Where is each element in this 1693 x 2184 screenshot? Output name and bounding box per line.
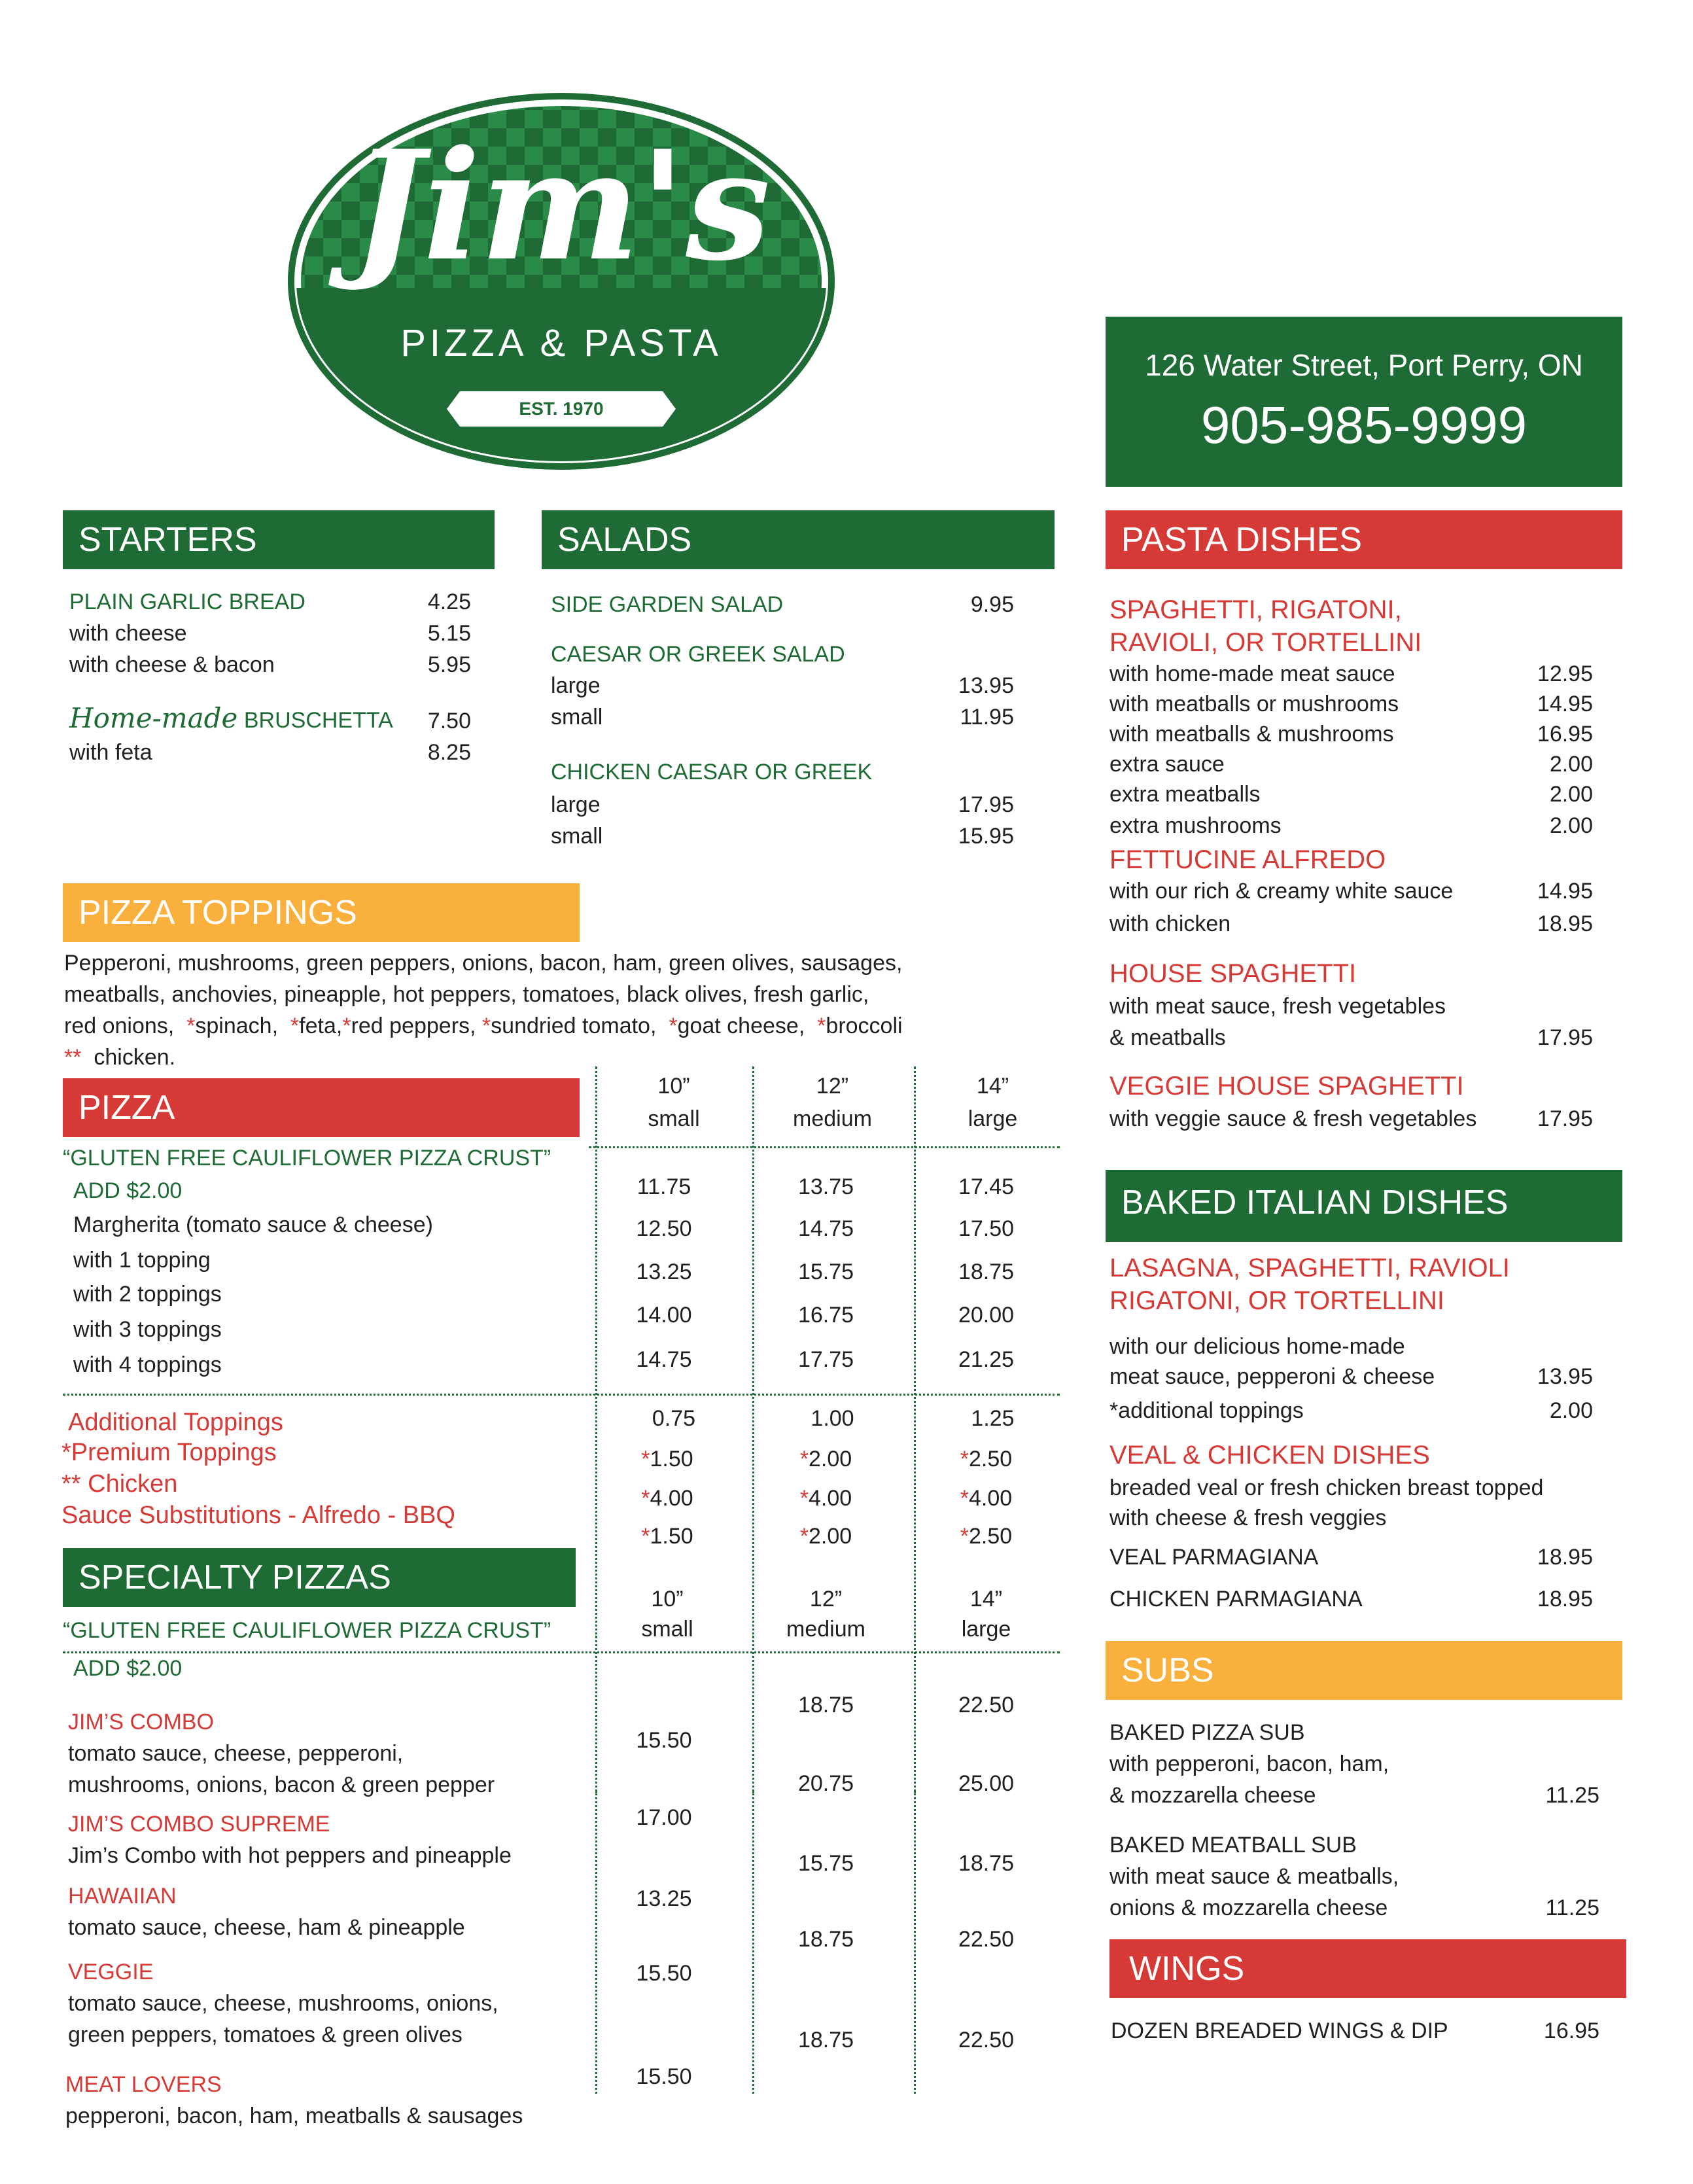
pasta-item-price: 12.95 — [1537, 661, 1593, 686]
specialty-price-large: 22.50 — [958, 2028, 1015, 2052]
additional-price: 0.75 — [652, 1406, 696, 1431]
pizza-row-name: Margherita (tomato sauce & cheese) — [73, 1212, 433, 1237]
pasta-item-name: extra mushrooms — [1109, 813, 1282, 838]
sauce-price — [759, 1523, 893, 1549]
toppings-line-2: meatballs, anchovies, pineapple, hot peppers, tomatoes, black olives, fresh garlic, — [64, 982, 869, 1007]
size-label: small — [648, 1106, 700, 1131]
salad-item-name: CAESAR OR GREEK SALAD — [551, 642, 845, 667]
veal-desc: breaded veal or fresh chicken breast topped — [1109, 1475, 1544, 1500]
premium-topping: feta, — [299, 1013, 343, 1038]
specialty-header: SPECIALTY PIZZAS — [63, 1548, 576, 1607]
premium-star: * — [481, 1013, 491, 1038]
pasta-item-name: with meatballs or mushrooms — [1109, 692, 1399, 716]
size-label: large — [968, 1106, 1018, 1131]
salad-item-name: CHICKEN CAESAR OR GREEK — [551, 760, 873, 784]
pasta-item-price: 2.00 — [1549, 813, 1593, 838]
row-divider — [63, 1651, 1060, 1653]
pasta-heading: SPAGHETTI, RIGATONI, — [1109, 595, 1402, 624]
specialty-price-medium: 20.75 — [797, 1771, 854, 1796]
logo-name: Jim's — [352, 118, 771, 294]
pasta-item-price: 2.00 — [1549, 782, 1593, 807]
additional-price: 1.25 — [971, 1406, 1015, 1431]
size-inch: 10” — [657, 1074, 690, 1099]
house-spaghetti-heading: HOUSE SPAGHETTI — [1109, 959, 1357, 988]
pasta-item-name: with home-made meat sauce — [1109, 661, 1395, 686]
chicken-double-star: ** — [64, 1045, 82, 1070]
specialty-desc: Jim’s Combo with hot peppers and pineapple — [68, 1843, 512, 1868]
chicken-double-star: ** — [61, 1470, 81, 1498]
sub-price: 11.25 — [1545, 1895, 1599, 1920]
premium-star: * — [799, 1447, 809, 1471]
size-inch: 12” — [809, 1587, 843, 1612]
sauce-substitutions: Sauce Substitutions - Alfredo - BBQ — [61, 1502, 455, 1529]
toppings-line-4 — [64, 1044, 175, 1070]
premium-toppings-row — [61, 1439, 277, 1466]
baked-desc: with our delicious home-made — [1109, 1334, 1405, 1359]
sub-desc: onions & mozzarella cheese — [1109, 1895, 1388, 1920]
pizza-price: 17.45 — [958, 1174, 1015, 1199]
house-desc: & meatballs — [1109, 1025, 1226, 1050]
chicken-price — [602, 1485, 733, 1511]
premium-star: * — [186, 1013, 196, 1038]
size-inch: 14” — [976, 1074, 1009, 1099]
pasta-item-name: extra meatballs — [1109, 782, 1261, 807]
veal-price: 18.95 — [1537, 1545, 1593, 1570]
salad-item-price: 17.95 — [958, 792, 1014, 817]
sauce-price — [602, 1523, 733, 1549]
size-inch: 14” — [969, 1587, 1003, 1612]
size-label: medium — [793, 1106, 872, 1131]
wings-header: WINGS — [1109, 1939, 1626, 1998]
premium-topping: broccoli — [826, 1013, 903, 1038]
premium-price-value: 2.50 — [969, 1447, 1013, 1471]
premium-star: * — [799, 1486, 809, 1511]
pizza-row-name: with 1 topping — [73, 1248, 211, 1273]
home-made-label: Home-made — [69, 702, 238, 734]
pizza-row-name: with 3 toppings — [73, 1317, 222, 1342]
pizza-price: 14.75 — [797, 1216, 854, 1241]
divider — [752, 1636, 754, 2094]
gluten-add: ADD $2.00 — [73, 1656, 183, 1681]
premium-star: * — [799, 1524, 809, 1549]
logo-est: EST. 1970 — [519, 398, 604, 419]
salads-header: SALADS — [542, 510, 1055, 569]
starter-item-price: 5.15 — [427, 621, 471, 646]
specialty-price-small: 13.25 — [636, 1886, 692, 1911]
premium-toppings: Premium Toppings — [71, 1439, 277, 1466]
pasta-item-name: with meatballs & mushrooms — [1109, 722, 1394, 747]
starter-item-name: with cheese — [69, 621, 187, 646]
toppings-header: PIZZA TOPPINGS — [63, 883, 580, 942]
baked-price: 13.95 — [1537, 1364, 1593, 1389]
pizza-price: 17.50 — [958, 1216, 1015, 1241]
specialty-price-medium: 18.75 — [797, 2028, 854, 2052]
pasta-item-name: with chicken — [1109, 911, 1231, 936]
salad-item-price: 15.95 — [958, 824, 1014, 849]
salad-item-price: 13.95 — [958, 673, 1014, 698]
premium-star: * — [641, 1524, 650, 1549]
pizza-price: 17.75 — [797, 1347, 854, 1372]
veal-name: VEAL PARMAGIANA — [1109, 1545, 1319, 1570]
pasta-item-price: 16.95 — [1537, 722, 1593, 747]
premium-star: * — [641, 1486, 650, 1511]
phone: 905-985-9999 — [1200, 396, 1527, 454]
chicken-price-value: 4.00 — [809, 1486, 852, 1511]
fettucine-heading: FETTUCINE ALFREDO — [1109, 845, 1386, 874]
additional-price: 1.00 — [811, 1406, 854, 1431]
specialty-desc: mushrooms, onions, bacon & green pepper — [68, 1772, 495, 1797]
salad-item-name: SIDE GARDEN SALAD — [551, 592, 784, 617]
premium-price — [602, 1446, 733, 1472]
pizza-header: PIZZA — [63, 1078, 580, 1137]
starter-item-price: 7.50 — [427, 709, 471, 733]
gluten-add: ADD $2.00 — [73, 1178, 183, 1203]
specialty-desc: green peppers, tomatoes & green olives — [68, 2022, 463, 2047]
pasta-item-price: 14.95 — [1537, 879, 1593, 904]
pasta-heading: RAVIOLI, OR TORTELLINI — [1109, 628, 1422, 657]
salad-item-name: small — [551, 705, 603, 730]
baked-desc: meat sauce, pepperoni & cheese — [1109, 1364, 1435, 1389]
premium-topping: red peppers, — [351, 1013, 476, 1038]
veggie-price: 17.95 — [1537, 1106, 1593, 1131]
pizza-price: 14.00 — [636, 1303, 692, 1328]
premium-price — [759, 1446, 893, 1472]
specialty-name: MEAT LOVERS — [65, 2072, 222, 2097]
baked-heading: LASAGNA, SPAGHETTI, RAVIOLI — [1109, 1254, 1510, 1282]
toppings-chicken: chicken. — [94, 1045, 176, 1070]
sub-price: 11.25 — [1545, 1783, 1599, 1808]
pasta-item-price: 14.95 — [1537, 692, 1593, 716]
sauce-price-value: 2.00 — [809, 1524, 852, 1549]
veal-desc: with cheese & fresh veggies — [1109, 1506, 1387, 1530]
pizza-price: 13.75 — [797, 1174, 854, 1199]
baked-additional-price: 2.00 — [1549, 1398, 1593, 1423]
specialty-price-large: 22.50 — [958, 1927, 1015, 1952]
pasta-item-name: extra sauce — [1109, 752, 1225, 777]
specialty-name: JIM’S COMBO SUPREME — [68, 1812, 330, 1837]
salad-item-name: large — [551, 673, 601, 698]
premium-star: * — [960, 1486, 969, 1511]
premium-topping: goat cheese, — [677, 1013, 805, 1038]
premium-star: * — [960, 1524, 969, 1549]
size-label: large — [961, 1617, 1011, 1642]
toppings-red-onions: red onions, — [64, 1013, 175, 1038]
pizza-price: 15.75 — [797, 1259, 854, 1284]
sub-name: BAKED PIZZA SUB — [1109, 1720, 1305, 1745]
specialty-price-large: 25.00 — [958, 1771, 1015, 1796]
pizza-price: 13.25 — [636, 1259, 692, 1284]
pasta-item-price: 2.00 — [1549, 752, 1593, 777]
pizza-price: 16.75 — [797, 1303, 854, 1328]
sub-desc: & mozzarella cheese — [1109, 1783, 1316, 1808]
premium-star: * — [817, 1013, 826, 1038]
baked-header: BAKED ITALIAN DISHES — [1106, 1170, 1622, 1242]
sub-name: BAKED MEATBALL SUB — [1109, 1833, 1357, 1858]
premium-star: * — [61, 1439, 71, 1466]
row-divider — [63, 1394, 1060, 1396]
toppings-line-1: Pepperoni, mushrooms, green peppers, onions, bacon, ham, green olives, sausages, — [64, 951, 903, 976]
pizza-price: 12.50 — [636, 1216, 692, 1241]
premium-star: * — [641, 1447, 650, 1471]
sub-desc: with pepperoni, bacon, ham, — [1109, 1752, 1389, 1776]
size-inch: 10” — [651, 1587, 684, 1612]
pasta-header: PASTA DISHES — [1106, 510, 1622, 569]
starter-item-name: with feta — [69, 740, 152, 765]
specialty-desc: tomato sauce, cheese, mushrooms, onions, — [68, 1991, 498, 2016]
sauce-price-value: 1.50 — [650, 1524, 693, 1549]
pizza-price: 18.75 — [958, 1259, 1015, 1284]
chicken-row — [61, 1471, 177, 1497]
pizza-price: 20.00 — [958, 1303, 1015, 1328]
specialty-desc: tomato sauce, cheese, pepperoni, — [68, 1741, 404, 1766]
baked-heading: RIGATONI, OR TORTELLINI — [1109, 1286, 1444, 1315]
starter-item-name: BRUSCHETTA — [243, 708, 393, 733]
baked-additional: *additional toppings — [1109, 1398, 1304, 1423]
address: 126 Water Street, Port Perry, ON — [1145, 348, 1583, 382]
sub-desc: with meat sauce & meatballs, — [1109, 1864, 1399, 1889]
specialty-price-small: 15.50 — [636, 1728, 692, 1753]
chicken-price-value: 4.00 — [650, 1486, 693, 1511]
starter-item-price: 4.25 — [427, 590, 471, 614]
house-desc: with meat sauce, fresh vegetables — [1109, 994, 1446, 1019]
chicken-price: 18.95 — [1537, 1587, 1593, 1612]
toppings-line-3 — [64, 1013, 903, 1039]
salad-item-price: 11.95 — [960, 705, 1014, 730]
specialty-price-medium: 18.75 — [797, 1927, 854, 1952]
chicken-price-value: 4.00 — [969, 1486, 1013, 1511]
premium-price-value: 2.00 — [809, 1447, 852, 1471]
specialty-price-medium: 15.75 — [797, 1851, 854, 1876]
pasta-item-name: with our rich & creamy white sauce — [1109, 879, 1454, 904]
starter-item-price: 8.25 — [427, 740, 471, 765]
logo-tagline: PIZZA & PASTA — [400, 322, 722, 364]
sauce-price — [919, 1523, 1053, 1549]
gluten-free-note: “GLUTEN FREE CAULIFLOWER PIZZA CRUST” — [63, 1618, 551, 1643]
pizza-price: 21.25 — [958, 1347, 1015, 1372]
additional-toppings: Additional Toppings — [68, 1409, 283, 1436]
specialty-desc: tomato sauce, cheese, ham & pineapple — [68, 1915, 465, 1940]
specialty-price-small: 17.00 — [636, 1805, 692, 1830]
premium-star: * — [960, 1447, 969, 1471]
divider — [914, 1636, 916, 2094]
pizza-row-name: with 4 toppings — [73, 1352, 222, 1377]
premium-topping: sundried tomato, — [491, 1013, 657, 1038]
subs-header: SUBS — [1106, 1641, 1622, 1700]
contact-box — [1106, 317, 1622, 487]
size-label: small — [641, 1617, 693, 1642]
veggie-desc: with veggie sauce & fresh vegetables — [1109, 1106, 1477, 1131]
starter-item-name: with cheese & bacon — [69, 652, 275, 677]
size-label: medium — [786, 1617, 865, 1642]
logo — [287, 92, 836, 471]
starters-header: STARTERS — [63, 510, 495, 569]
specialty-price-medium: 18.75 — [797, 1693, 854, 1717]
salad-item-price: 9.95 — [970, 592, 1014, 617]
pizza-price: 14.75 — [636, 1347, 692, 1372]
premium-star: * — [669, 1013, 678, 1038]
wings-price: 16.95 — [1543, 2018, 1599, 2043]
divider — [595, 1636, 597, 2094]
specialty-price-large: 22.50 — [958, 1693, 1015, 1717]
premium-price — [919, 1446, 1053, 1472]
premium-star: * — [290, 1013, 300, 1038]
pasta-item-price: 18.95 — [1537, 911, 1593, 936]
salad-item-name: large — [551, 792, 601, 817]
veggie-house-heading: VEGGIE HOUSE SPAGHETTI — [1109, 1072, 1464, 1101]
specialty-price-small: 15.50 — [636, 2064, 692, 2089]
specialty-price-small: 15.50 — [636, 1961, 692, 1986]
house-price: 17.95 — [1537, 1025, 1593, 1050]
premium-star: * — [342, 1013, 351, 1038]
specialty-price-large: 18.75 — [958, 1851, 1015, 1876]
starter-item-price: 5.95 — [427, 652, 471, 677]
pizza-price: 11.75 — [637, 1174, 691, 1199]
size-inch: 12” — [816, 1074, 849, 1099]
starter-bruschetta — [69, 702, 393, 734]
specialty-name: HAWAIIAN — [68, 1884, 177, 1909]
premium-price-value: 1.50 — [650, 1447, 693, 1471]
chicken-price — [759, 1485, 893, 1511]
chicken-price — [919, 1485, 1053, 1511]
gluten-free-note: “GLUTEN FREE CAULIFLOWER PIZZA CRUST” — [63, 1146, 551, 1171]
salad-item-name: small — [551, 824, 603, 849]
specialty-desc: pepperoni, bacon, ham, meatballs & sausages — [65, 2104, 523, 2128]
sauce-price-value: 2.50 — [969, 1524, 1013, 1549]
veal-chicken-heading: VEAL & CHICKEN DISHES — [1109, 1441, 1430, 1470]
specialty-name: JIM’S COMBO — [68, 1710, 214, 1735]
chicken-name: CHICKEN PARMAGIANA — [1109, 1587, 1363, 1612]
pizza-row-name: with 2 toppings — [73, 1282, 222, 1307]
starter-item-name: PLAIN GARLIC BREAD — [69, 590, 305, 614]
wings-name: DOZEN BREADED WINGS & DIP — [1111, 2018, 1448, 2043]
specialty-name: VEGGIE — [68, 1960, 154, 1984]
chicken-topping: Chicken — [88, 1470, 178, 1498]
premium-topping: spinach, — [195, 1013, 279, 1038]
row-divider — [589, 1146, 1060, 1148]
